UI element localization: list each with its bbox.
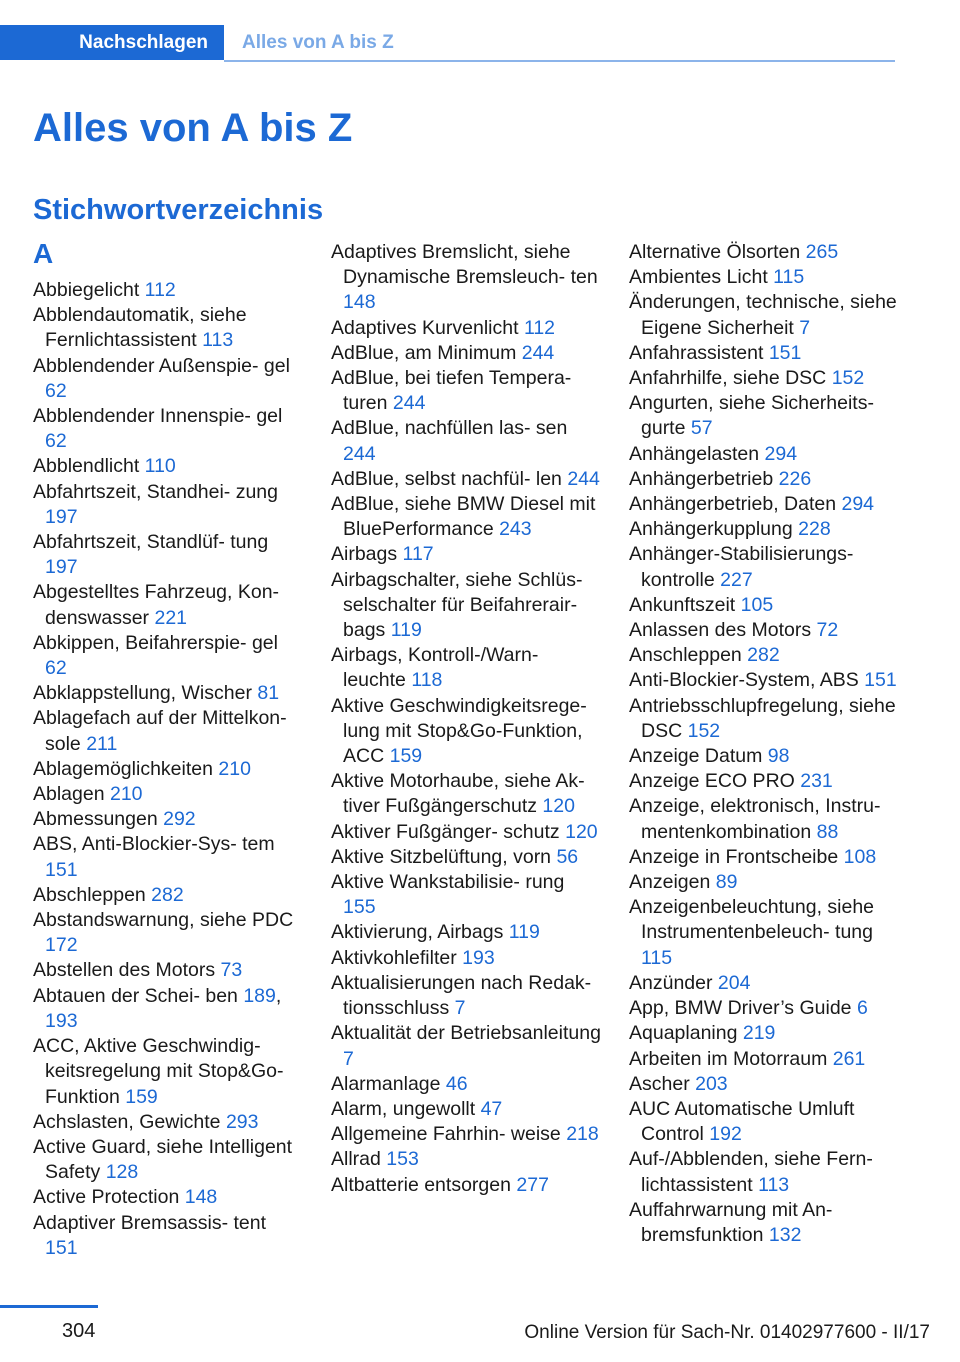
index-entry xyxy=(33,354,303,404)
index-column-3 xyxy=(629,240,899,1248)
index-entry xyxy=(331,492,601,542)
page-link[interactable]: 261 xyxy=(832,1047,866,1070)
index-term: AdBlue, nachfüllen las‐ sen xyxy=(331,417,568,440)
index-entry xyxy=(33,1185,303,1210)
index-term: Anhängerkupplung xyxy=(629,518,799,541)
index-term: Aktive Wankstabilisie‐ rung xyxy=(331,871,565,894)
index-term: Anzeige, elektronisch, Instru‐ mentenkombination xyxy=(629,795,881,843)
page-link[interactable]: 192 xyxy=(709,1123,742,1146)
index-term: Abblendlicht xyxy=(33,455,145,478)
index-term: Aktive Geschwindigkeitsrege‐ lung mit Stop&Go-Funktion, ACC xyxy=(331,694,587,768)
index-entry xyxy=(629,1021,899,1046)
index-entry xyxy=(331,820,601,845)
index-entries xyxy=(629,240,899,1248)
index-entry xyxy=(629,265,899,290)
index-entry xyxy=(629,1147,899,1197)
page-link[interactable]: 151 xyxy=(864,669,897,692)
index-term: Änderungen, technische, siehe Eigene Sicherheit xyxy=(629,291,897,339)
index-term: App, BMW Driver’s Guide xyxy=(629,997,857,1020)
index-entry xyxy=(629,845,899,870)
index-entry xyxy=(629,542,899,592)
index-term: Active Guard, siehe Intelligent Safety xyxy=(33,1135,293,1184)
index-entry xyxy=(629,694,899,744)
index-entry xyxy=(331,316,601,341)
index-term: AdBlue, am Minimum xyxy=(331,341,522,364)
index-term: Alarmanlage xyxy=(331,1072,446,1095)
index-entry xyxy=(33,631,303,681)
index-entry xyxy=(331,1173,601,1198)
index-entry xyxy=(331,1122,601,1147)
index-entry xyxy=(331,643,601,693)
page-link[interactable]: 151 xyxy=(45,1236,78,1259)
header-bar xyxy=(0,25,895,62)
index-term: Auffahrwarnung mit An‐ bremsfunktion xyxy=(629,1198,833,1246)
index-term: Allgemeine Fahrhin‐ weise xyxy=(331,1123,567,1146)
index-entry xyxy=(629,341,899,366)
index-term: Anhänger-Stabilisierungs‐ kontrolle xyxy=(629,543,854,591)
page-link[interactable]: 219 xyxy=(742,1022,776,1045)
index-term: Anhängerbetrieb, Daten xyxy=(629,493,842,516)
index-entry xyxy=(33,958,303,983)
page-link[interactable]: 244 xyxy=(567,467,600,490)
index-entry xyxy=(629,366,899,391)
index-term: ABS, Anti-Blockier-Sys‐ tem xyxy=(33,833,275,856)
index-term: AdBlue, siehe BMW Diesel mit BluePerformance xyxy=(331,493,596,541)
footer-text: Online Version für Sach-Nr. 01402977600 - II/17 xyxy=(524,1322,930,1343)
header-divider xyxy=(224,60,895,62)
page-link[interactable]: 244 xyxy=(521,341,555,364)
page-link[interactable]: 227 xyxy=(720,568,753,591)
index-entry xyxy=(331,971,601,1021)
index-term: Aktualität der Betriebsanleitung xyxy=(331,1022,601,1045)
index-entry xyxy=(629,290,899,340)
index-entry xyxy=(331,920,601,945)
index-term: Abblendautomatik, siehe Fernlichtassistent xyxy=(33,304,247,352)
index-entry: Abtauen der Schei‐ ben 189, 193 xyxy=(33,984,282,1032)
index-term: Airbags xyxy=(331,543,403,566)
index-term: Aktualisierungen nach Redak‐ tionsschluss xyxy=(331,971,592,1020)
index-entry xyxy=(33,1034,303,1110)
index-entry xyxy=(331,542,601,567)
page-link[interactable]: 120 xyxy=(542,795,575,818)
page-link[interactable]: 155 xyxy=(343,896,376,919)
index-entry xyxy=(629,1097,899,1147)
page-link[interactable]: 118 xyxy=(411,669,443,692)
page-link[interactable]: 189 xyxy=(243,984,276,1007)
page-link[interactable]: 108 xyxy=(843,845,877,868)
index-term: Abfahrtszeit, Standlüf‐ tung xyxy=(33,531,269,554)
index-entry xyxy=(33,278,303,303)
index-entry xyxy=(629,744,899,769)
index-entry xyxy=(33,706,303,756)
index-term: Abschleppen xyxy=(33,883,152,906)
index-entry xyxy=(33,757,303,782)
index-term: Abgestelltes Fahrzeug, Kon‐ denswasser xyxy=(33,581,280,629)
index-term: Anzeige Datum xyxy=(629,745,768,768)
index-term: Adaptives Kurvenlicht xyxy=(331,316,524,339)
index-term: Anlassen des Motors xyxy=(629,619,817,642)
page-link[interactable]: 228 xyxy=(798,518,831,541)
index-term: Ankunftszeit xyxy=(629,593,741,616)
index-entry xyxy=(331,1097,601,1122)
index-term: Antriebsschlupfregelung, siehe DSC xyxy=(629,694,896,742)
page-link[interactable]: 72 xyxy=(816,619,839,642)
index-term: Aquaplaning xyxy=(629,1022,743,1045)
page-link[interactable]: 244 xyxy=(392,392,426,415)
page-link[interactable]: 62 xyxy=(45,379,67,402)
index-term: Ablagen xyxy=(33,783,110,806)
page-link[interactable]: 172 xyxy=(45,934,78,957)
page-link[interactable]: 244 xyxy=(343,442,376,465)
index-entry xyxy=(629,492,899,517)
page-link[interactable]: 294 xyxy=(841,493,875,516)
page-link[interactable]: 7 xyxy=(454,997,466,1020)
index-term: Ascher xyxy=(629,1072,696,1095)
index-column-2 xyxy=(331,240,601,1198)
page-link[interactable]: 112 xyxy=(523,316,556,339)
page-link[interactable]: 113 xyxy=(758,1173,790,1196)
page-link[interactable]: 159 xyxy=(389,745,423,768)
page-link[interactable]: 132 xyxy=(768,1223,802,1246)
page-link[interactable]: 113 xyxy=(202,329,234,352)
page-link[interactable]: 115 xyxy=(641,946,673,969)
index-term: Abblendender Außenspie‐ gel xyxy=(33,354,290,377)
index-term: Anfahrassistent xyxy=(629,341,769,364)
page-link[interactable]: 243 xyxy=(499,518,532,541)
index-term: Airbags, Kontroll-/Warn‐ leuchte xyxy=(331,644,539,692)
page-link[interactable]: 148 xyxy=(343,291,376,314)
index-entry xyxy=(33,1110,303,1135)
index-term: Anzeigenbeleuchtung, siehe Instrumentenbeleuch‐ tung xyxy=(629,896,875,944)
section-title: Stichwortverzeichnis xyxy=(33,194,324,226)
index-term: AUC Automatische Umluft Control xyxy=(629,1097,855,1146)
index-term: Aktive Sitzbelüftung, vorn xyxy=(331,845,557,868)
index-entry xyxy=(33,480,303,530)
index-entry xyxy=(331,341,601,366)
index-entry xyxy=(33,681,303,706)
index-term: Achslasten, Gewichte xyxy=(33,1110,226,1133)
index-letter: A xyxy=(33,238,54,269)
page-link[interactable]: 57 xyxy=(690,417,713,440)
index-entry xyxy=(33,404,303,454)
index-term: Alarm, ungewollt xyxy=(331,1097,481,1120)
page-link[interactable]: 231 xyxy=(800,770,833,793)
index-term: Abbiegelicht xyxy=(33,279,145,301)
page-link[interactable]: 151 xyxy=(45,858,78,881)
index-entry xyxy=(629,996,899,1021)
page-link[interactable]: 7 xyxy=(799,316,811,339)
index-entry xyxy=(33,530,303,580)
index-entry xyxy=(629,467,899,492)
page-link[interactable]: 159 xyxy=(125,1085,158,1108)
index-term: Abblendender Innenspie‐ gel xyxy=(33,405,283,428)
index-entry xyxy=(33,807,303,832)
page-link[interactable]: 119 xyxy=(508,921,540,944)
page-link[interactable]: 62 xyxy=(45,657,67,680)
index-entry xyxy=(331,769,601,819)
index-entry xyxy=(629,1198,899,1248)
index-entry xyxy=(33,1135,303,1185)
index-term: Abtauen der Schei‐ ben xyxy=(33,984,244,1007)
index-entry xyxy=(629,769,899,794)
page-link[interactable]: 62 xyxy=(45,430,67,453)
index-term: Aktive Motorhaube, siehe Ak‐ tiver Fußgängerschutz xyxy=(331,770,585,818)
index-entries xyxy=(331,240,601,1198)
index-term: Altbatterie entsorgen xyxy=(331,1173,517,1196)
page-link[interactable]: 151 xyxy=(768,341,802,364)
index-term: Anzeige in Frontscheibe xyxy=(629,845,844,868)
index-entry xyxy=(629,618,899,643)
index-entry xyxy=(33,832,303,882)
page-link[interactable]: 120 xyxy=(565,820,598,843)
index-term: Abklappstellung, Wischer xyxy=(33,682,258,705)
index-entry xyxy=(331,946,601,971)
page-link[interactable]: 204 xyxy=(717,971,751,994)
index-term: Anti-Blockier-System, ABS xyxy=(629,669,865,692)
index-term: Anhängerbetrieb xyxy=(629,467,779,490)
page-link[interactable]: 152 xyxy=(687,719,721,742)
index-term: Aktiver Fußgänger‐ schutz xyxy=(331,820,566,843)
index-term: Abmessungen xyxy=(33,808,164,831)
index-term: Ablagemöglichkeiten xyxy=(33,757,219,780)
index-entry xyxy=(33,303,303,353)
index-term: Auf-/Abblenden, siehe Fern‐ lichtassistent xyxy=(629,1148,873,1196)
page-link[interactable]: 119 xyxy=(390,619,422,642)
index-entry xyxy=(33,454,303,479)
index-entry xyxy=(629,870,899,895)
page-link[interactable]: 203 xyxy=(695,1072,728,1095)
index-term: Anzeigen xyxy=(629,871,716,894)
index-entry xyxy=(331,870,601,920)
index-term: Abfahrtszeit, Standhei‐ zung xyxy=(33,480,278,503)
index-term: Anschleppen xyxy=(629,644,748,667)
page-link[interactable]: 193 xyxy=(462,946,495,969)
tab-nachschlagen[interactable]: Nachschlagen xyxy=(0,25,224,60)
index-entry xyxy=(331,416,601,466)
page-link[interactable]: 211 xyxy=(86,732,118,755)
index-term: Arbeiten im Motorraum xyxy=(629,1047,833,1070)
index-term: Allrad xyxy=(331,1148,387,1171)
page-link[interactable]: 6 xyxy=(856,997,868,1020)
page-link[interactable]: 265 xyxy=(805,241,839,263)
index-entry xyxy=(629,391,899,441)
page-link[interactable]: 73 xyxy=(220,959,243,982)
index-term: AdBlue, bei tiefen Tempera‐ turen xyxy=(331,367,572,415)
index-entry xyxy=(331,240,601,316)
index-entry xyxy=(331,694,601,770)
page-link[interactable]: 197 xyxy=(45,556,78,579)
page-link[interactable]: 153 xyxy=(386,1148,419,1171)
index-term: Anfahrhilfe, siehe DSC xyxy=(629,367,832,390)
index-entry xyxy=(331,1021,601,1071)
page-link[interactable]: 148 xyxy=(184,1186,218,1209)
index-term: Abkippen, Beifahrerspie‐ gel xyxy=(33,631,278,654)
page-link[interactable]: 47 xyxy=(480,1097,503,1120)
page-link[interactable]: 128 xyxy=(105,1161,139,1184)
index-entry xyxy=(629,593,899,618)
index-entry xyxy=(331,568,601,644)
index-entry xyxy=(33,1211,303,1261)
index-term: Angurten, siehe Sicherheits‐ gurte xyxy=(629,392,874,440)
index-entry xyxy=(629,517,899,542)
index-entry xyxy=(331,467,601,492)
index-entry xyxy=(33,580,303,630)
index-term: Active Protection xyxy=(33,1186,185,1209)
index-term: Adaptiver Bremsassis‐ tent xyxy=(33,1211,267,1234)
index-term: AdBlue, selbst nachfül‐ len xyxy=(331,467,568,490)
index-entry xyxy=(629,240,899,265)
index-entry xyxy=(33,782,303,807)
footer-divider xyxy=(0,1305,98,1308)
index-entry xyxy=(629,643,899,668)
page-link[interactable]: 152 xyxy=(831,367,865,390)
index-entry xyxy=(629,1072,899,1097)
page-link[interactable]: 197 xyxy=(45,505,78,528)
index-entry xyxy=(331,366,601,416)
page-link[interactable]: 292 xyxy=(163,808,196,831)
page-link[interactable]: 88 xyxy=(816,820,839,843)
index-term: Airbagschalter, siehe Schlüs‐ selschalter für Beifahrerair‐ bags xyxy=(331,568,583,642)
index-entry xyxy=(629,442,899,467)
index-entry xyxy=(33,908,303,958)
index-entry xyxy=(629,794,899,844)
page-link[interactable]: 210 xyxy=(109,783,143,806)
page-link[interactable]: 110 xyxy=(144,455,176,478)
page-number: 304 xyxy=(62,1320,96,1342)
page-title: Alles von A bis Z xyxy=(33,106,353,150)
index-entry xyxy=(629,1047,899,1072)
page-link[interactable]: 277 xyxy=(516,1173,549,1196)
tab-alles-von-a-bis-z[interactable]: Alles von A bis Z xyxy=(242,32,394,53)
page-link[interactable]: 218 xyxy=(566,1123,599,1146)
page-link[interactable]: 89 xyxy=(715,871,738,894)
index-term: ACC, Aktive Geschwindig‐ keitsregelung mit Stop&Go- Funktion xyxy=(33,1035,284,1108)
index-term: Adaptives Bremslicht, siehe Dynamische Bremsleuch‐ ten xyxy=(331,241,598,289)
page-link[interactable]: 226 xyxy=(778,467,812,490)
index-term: Anzünder xyxy=(629,971,718,994)
page-link[interactable]: 46 xyxy=(445,1072,468,1095)
index-entry xyxy=(629,895,899,971)
index-term: Anzeige ECO PRO xyxy=(629,770,801,793)
index-column-1 xyxy=(33,240,303,1261)
page-link[interactable]: 293 xyxy=(225,1110,259,1133)
index-term: Alternative Ölsorten xyxy=(629,241,806,263)
page-link[interactable]: 7 xyxy=(343,1047,354,1070)
index-term: Abstellen des Motors xyxy=(33,959,221,982)
index-term: Ablagefach auf der Mittelkon‐ sole xyxy=(33,707,287,755)
page-link[interactable]: 193 xyxy=(45,1009,78,1032)
page-link[interactable]: 112 xyxy=(144,279,176,301)
index-entry xyxy=(331,845,601,870)
page-link[interactable]: 105 xyxy=(740,593,774,616)
index-entries xyxy=(33,278,303,1261)
index-term: Abstandswarnung, siehe PDC xyxy=(33,909,294,932)
page-link[interactable]: 115 xyxy=(773,266,805,289)
index-term: Aktivkohlefilter xyxy=(331,946,463,969)
page-link[interactable]: 294 xyxy=(764,442,798,465)
index-term: Aktivierung, Airbags xyxy=(331,921,509,944)
page-link[interactable]: 117 xyxy=(402,543,434,566)
index-entry xyxy=(331,1072,601,1097)
page-link[interactable]: 282 xyxy=(747,644,780,667)
page-link[interactable]: 56 xyxy=(556,845,579,868)
page-link[interactable]: 81 xyxy=(257,682,280,705)
index-entry xyxy=(33,883,303,908)
page-link[interactable]: 221 xyxy=(154,606,188,629)
index-entry xyxy=(629,971,899,996)
index-term: Ambientes Licht xyxy=(629,266,774,289)
index-entry xyxy=(331,1147,601,1172)
index-term: Anhängelasten xyxy=(629,442,765,465)
page-link[interactable]: 210 xyxy=(218,757,251,780)
index-entry xyxy=(629,668,899,693)
page-link[interactable]: 98 xyxy=(767,745,790,768)
page-link[interactable]: 282 xyxy=(151,883,184,906)
